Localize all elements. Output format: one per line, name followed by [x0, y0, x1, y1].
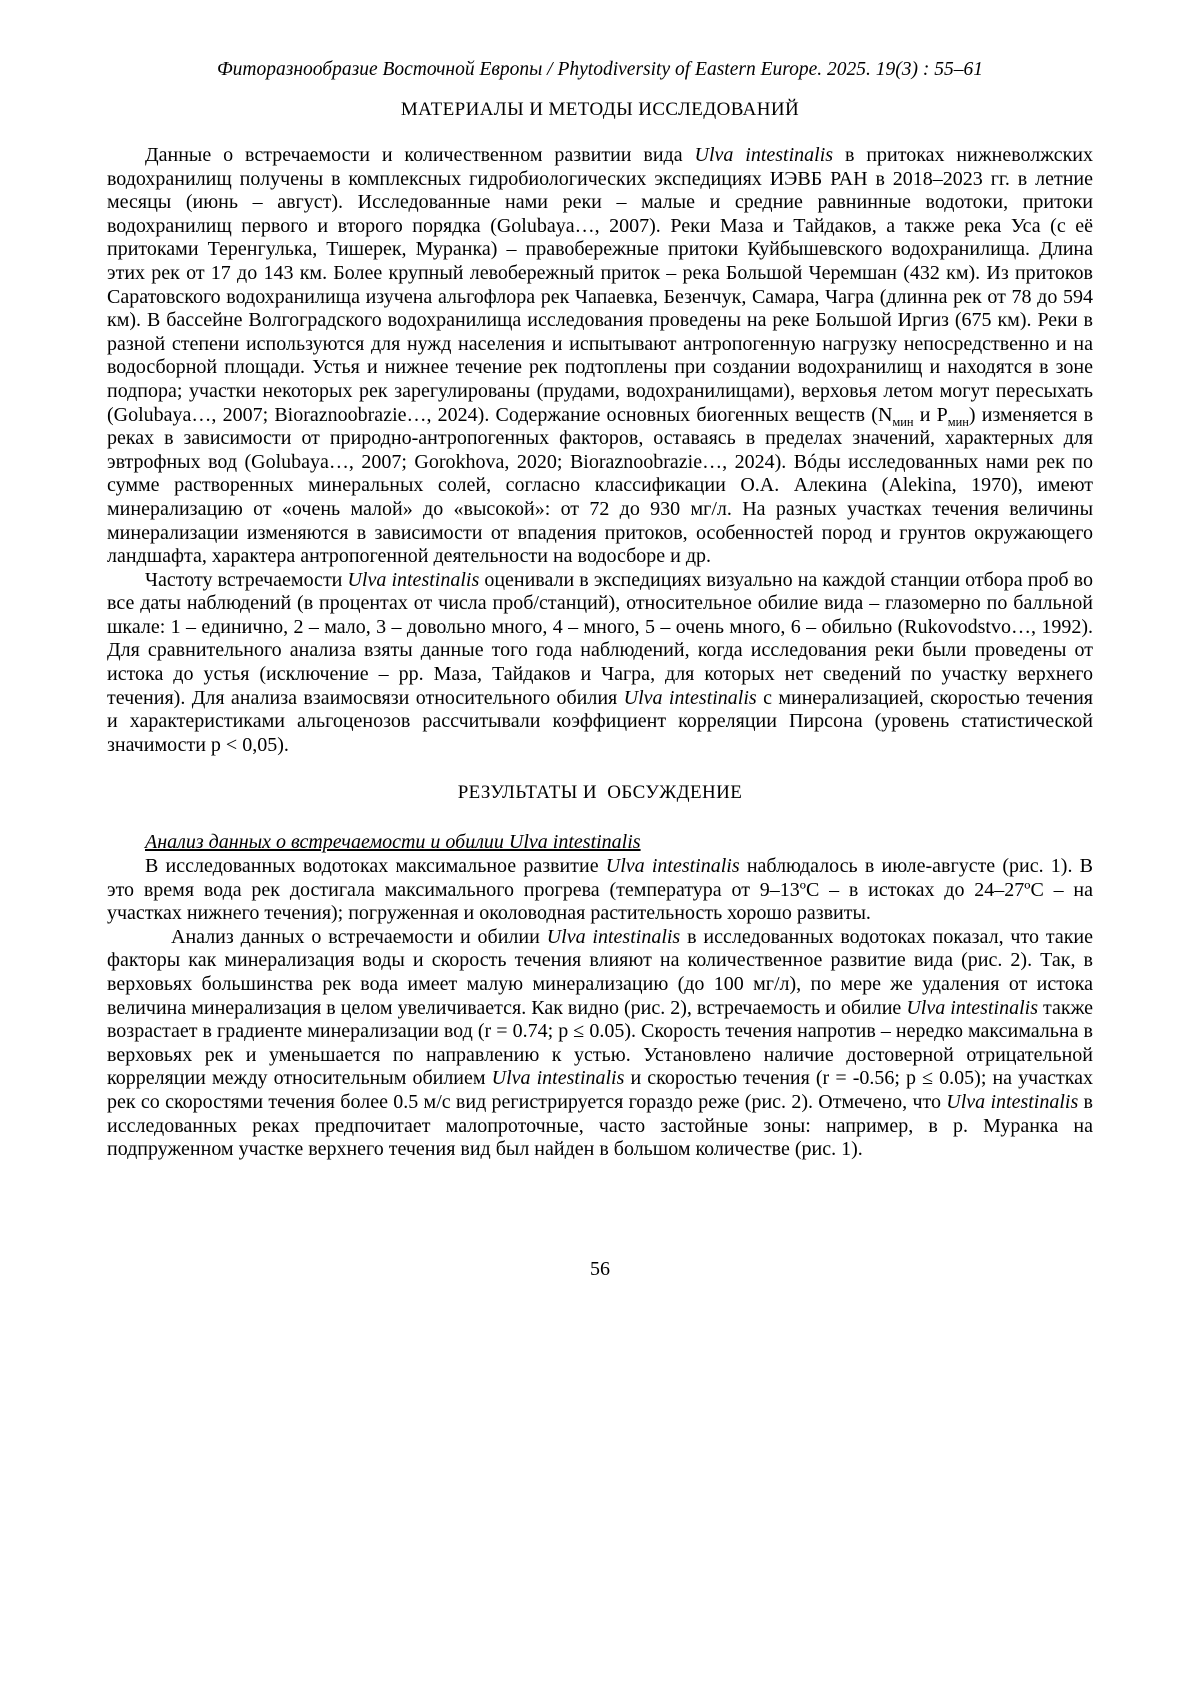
- methods-paragraph-2: Частоту встречаемости Ulva intestinalis оценивали в экспедициях визуально на каждой станции отбора проб во все даты наблюдений (в процентах от числа проб/станций), относительное обилие вида – глазомерно по балльной шкале: 1 – единично, 2 – мало, 3 – довольно много, 4 – много, 5 – очень много, 6 – обильно (Rukovodstvo…, 1992). Для сравнительного анализа взяты данные того года наблюдений, когда исследования реки были проведены от истока до устья (исключение – рр. Маза, Тайдаков и Чагра, для которых нет сведений по участку верхнего течения). Для анализа взаимосвязи относительного обилия Ulva intestinalis с минерализацией, скоростью течения и характеристиками альгоценозов рассчитывали коэффициент корреляции Пирсона (уровень статистической значимости p < 0,05).: [107, 568, 1094, 756]
- results-section-heading: РЕЗУЛЬТАТЫ И ОБСУЖДЕНИЕ: [457, 782, 743, 804]
- results-subsection-heading-text: Анализ данных о встречаемости и обилии Ulva intestinalis: [145, 831, 641, 854]
- results-subsection-heading: [107, 831, 1093, 855]
- results-paragraph-2: Анализ данных о встречаемости и обилии Ulva intestinalis в исследованных водотоках показал, что такие факторы как минерализация воды и скорость течения влияют на количественное развитие вида (рис. 2). Так, в верховьях большинства рек вода имеет малую минерализацию (до 100 мг/л), по мере же удаления от истока величина минерализация в целом увеличивается. Как видно (рис. 2), встречаемость и обилие Ulva intestinalis также возрастает в градиенте минерализации вод (r = 0.74; p ≤ 0.05). Скорость течения напротив – нередко максимальна в верховьях рек и уменьшается по направлению к устью. Установлено наличие достоверной отрицательной корреляции между относительным обилием Ulva intestinalis и скоростью течения (r = -0.56; p ≤ 0.05); на участках рек со скоростями течения более 0.5 м/с вид регистрируется гораздо реже (рис. 2). Отмечено, что Ulva intestinalis в исследованных реках предпочитает малопроточные, часто застойные зоны: например, в р. Муранка на подпруженном участке верхнего течения вид был найден в большом количестве (рис. 1).: [107, 925, 1094, 1161]
- methods-paragraph-1: Данные о встречаемости и количественном развитии вида Ulva intestinalis в притоках нижневолжских водохранилищ получены в комплексных гидробиологических экспедициях ИЭВБ РАН в 2018–2023 гг. в летние месяцы (июнь – август). Исследованные нами реки – малые и средние равнинные водотоки, притоки водохранилищ первого и второго порядка (Golubaya…, 2007). Реки Маза и Тайдаков, а также река Уса (с её притоками Теренгулька, Тишерек, Муранка) – правобережные притоки Куйбышевского водохранилища. Длина этих рек от 17 до 143 км. Более крупный левобережный приток – река Большой Черемшан (432 км). Из притоков Саратовского водохранилища изучена альгофлора рек Чапаевка, Безенчук, Самара, Чагра (длинна рек от 78 до 594 км). В бассейне Волгоградского водохранилища исследования проведены на реке Большой Иргиз (675 км). Реки в разной степени используются для нужд населения и испытывают антропогенную нагрузку непосредственно и на водосборной площади. Устья и нижнее течение рек подтоплены при создании водохранилищ и находятся в зоне подпора; участки некоторых рек зарегулированы (прудами, водохранилищами), верховья летом могут пересыхать (Golubaya…, 2007; Bioraznoobrazie…, 2024). Содержание основных биогенных веществ ($N_{мин}$ и $P_{мин}$) изменяется в реках в зависимости от природно-антропогенных факторов, оставаясь в пределах значений, характерных для эвтрофных вод (Golubaya…, 2007; Gorokhova, 2020; Bioraznoobrazie…, 2024). Вóды исследованных нами рек по сумме растворенных минеральных солей, согласно классификации О.А. Алекина (Alekina, 1970), имеют минерализацию от «очень малой» до «высокой»: от 72 до 930 мг/л. На разных участках течения величины минерализации изменяются в зависимости от впадения притоков, особенностей пород и грунтов окружающего ландшафта, характера антропогенной деятельности на водосборе и др.: [107, 144, 1094, 568]
- running-head: Фиторазнообразие Восточной Европы / Phytodiversity of Eastern Europe. 2025. 19(3) : 55–61: [217, 59, 983, 80]
- methods-section-heading: МАТЕРИАЛЫ И МЕТОДЫ ИССЛЕДОВАНИЙ: [400, 99, 800, 120]
- results-paragraph-1: В исследованных водотоках максимальное развитие Ulva intestinalis наблюдалось в июле-августе (рис. 1). В это время вода рек достигала максимального прогрева (температура от 9–13ºС – в истоках до 24–27ºС – на участках нижнего течения); погруженная и околоводная растительность хорошо развиты.: [107, 855, 1093, 925]
- page-number: 56: [590, 1257, 610, 1280]
